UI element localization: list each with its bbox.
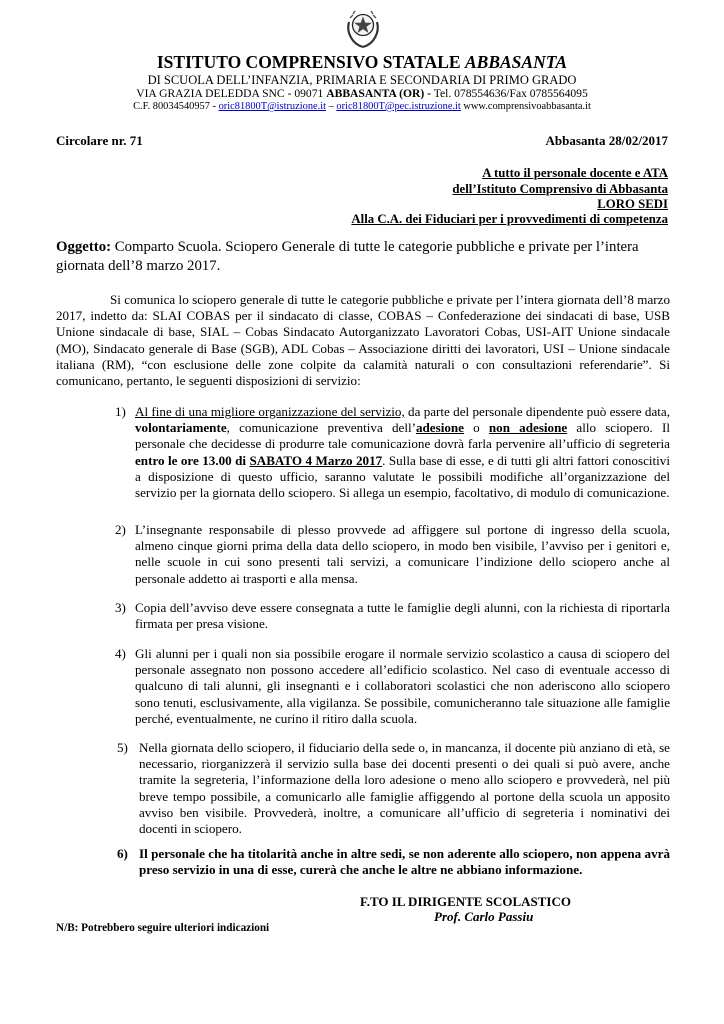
circular-number: Circolare nr. 71 bbox=[56, 133, 143, 148]
subject-label: Oggetto: bbox=[56, 239, 112, 255]
list-number: 1) bbox=[115, 404, 126, 419]
recipient-line: Alla C.A. dei Fiduciari per i provvedimenti di competenza bbox=[351, 212, 668, 226]
signature-role: F.TO IL DIRIGENTE SCOLASTICO bbox=[360, 894, 571, 909]
italian-republic-emblem-icon bbox=[344, 6, 382, 50]
intro-paragraph: Si comunica lo sciopero generale di tutte le categorie pubbliche e private per l’intera giornata dell’8 marzo 2017, indetto da: SLAI COBAS per il sindacato di classe, COBAS – Confederazione dei sindacati di base, USB Unione sindacale di base, SIAL – Cobas Sindacato Autorganizzato Lavoratori Cobas, USI-AIT Unione sindacale (MO), Sindacato generale di Base (SGB), ADL Cobas – Associazione diritti dei lavoratori, USI – Unione sindacale italiana (RM), “con esclusione delle zone colpite da calamità naturali o con consultazioni referendarie”. Si comunicano, pertanto, le seguenti disposizioni di servizio: bbox=[56, 292, 670, 389]
recipient-line: A tutto il personale docente e ATA bbox=[482, 166, 668, 180]
website-text: www.comprensivoabbasanta.it bbox=[460, 101, 591, 112]
subject bbox=[56, 238, 670, 276]
list-item: Nella giornata dello sciopero, il fiduciario della sede o, in mancanza, il docente più anziano di età, se necessario, riorganizzerà il servizio sulla base dei docenti presenti o dei quali si può avere, anche tramite la segreteria, l’informazione della loro adesione o meno allo sciopero e provvederà, nel più breve tempo possibile, a comunicarlo alle famiglie affiggendo al portone della scuola un apposito avviso ben visibile. Provvederà, inoltre, a comunicare all’ufficio di segreteria i nominativi dei docenti in sciopero. bbox=[139, 740, 670, 837]
list-number: 6) bbox=[117, 846, 128, 861]
list-number: 3) bbox=[115, 600, 126, 615]
list-number: 4) bbox=[115, 646, 126, 661]
list-item: L’insegnante responsabile di plesso provvede ad affiggere sul portone di ingresso della scuola, almeno cinque giorni prima della data dello sciopero, in modo ben visibile, l’avviso per i genitori e, nelle scuole in cui sono presenti tali servizi, a comunicare l’indizione dello sciopero anche al personale addetto ai trasporti e alla mensa. bbox=[135, 522, 670, 586]
list-number: 2) bbox=[115, 522, 126, 537]
list-item: Gli alunni per i quali non sia possibile erogare il normale servizio scolastico a causa di sciopero del personale assegnato non possono accedere all’edificio scolastico. Nel caso di eventuale accesso di qualcuno di tali alunni, gli insegnanti e i collaboratori scolastici che non aderiscono allo sciopero sono tenuti, esclusivamente, alla vigilanza. Se possibile, comunicheranno tale situazione alle famiglie perché, eventualmente, ne curino il ritiro dalla scuola. bbox=[135, 646, 670, 726]
list-number: 5) bbox=[117, 740, 128, 755]
list-item: Al fine di una migliore organizzazione del servizio, da parte del personale dipendente può essere data, volontariamente, comunicazione preventiva dell’adesione o non adesione allo sciopero. Il personale che decidesse di produrre tale comunicazione dovrà farla pervenire all’ufficio di segreteria entro le ore 13.00 di SABATO 4 Marzo 2017. Sulla base di esse, e di tutti gli altri fattori conoscitivi a disposizione di questo ufficio, saranno valutate le possibili modifiche all’organizzazione del servizio per la giornata dello sciopero. Si allega un esempio, facoltativo, di modulo di comunicazione. bbox=[135, 404, 671, 501]
institute-contacts: C.F. 80034540957 - oric81800T@istruzione.it – oric81800T@pec.istruzione.it www.comprensivoabbasanta.it bbox=[133, 101, 591, 112]
institute-subtitle: DI SCUOLA DELL’INFANZIA, PRIMARIA E SECONDARIA DI PRIMO GRADO bbox=[147, 73, 577, 87]
pec-email-link[interactable]: oric81800T@pec.istruzione.it bbox=[336, 101, 461, 112]
institute-title: ISTITUTO COMPRENSIVO STATALE ABBASANTA bbox=[156, 52, 568, 72]
institute-address: VIA GRAZIA DELEDDA SNC - 09071 ABBASANTA (OR) - Tel. 078554636/Fax 0785564095 bbox=[136, 87, 588, 100]
list-item: Il personale che ha titolarità anche in altre sedi, se non aderente allo sciopero, non appena avrà preso servizio in una di esse, curerà che anche le altre ne abbiano informazione. bbox=[139, 846, 670, 878]
subject-text: Comparto Scuola. Sciopero Generale di tutte le categorie pubbliche e private per l’intera giornata dell’8 marzo 2017. bbox=[56, 239, 639, 274]
email-link[interactable]: oric81800T@istruzione.it bbox=[218, 101, 327, 112]
recipient-line: LORO SEDI bbox=[597, 197, 668, 211]
place-date: Abbasanta 28/02/2017 bbox=[545, 133, 668, 148]
list-item: Copia dell’avviso deve essere consegnata a tutte le famiglie degli alunni, con la richiesta di riportarla firmata per presa visione. bbox=[135, 600, 670, 632]
footer-note: N/B: Potrebbero seguire ulteriori indicazioni bbox=[56, 922, 270, 934]
recipient-line: dell’Istituto Comprensivo di Abbasanta bbox=[452, 182, 668, 196]
signature-name: Prof. Carlo Passiu bbox=[434, 909, 534, 924]
